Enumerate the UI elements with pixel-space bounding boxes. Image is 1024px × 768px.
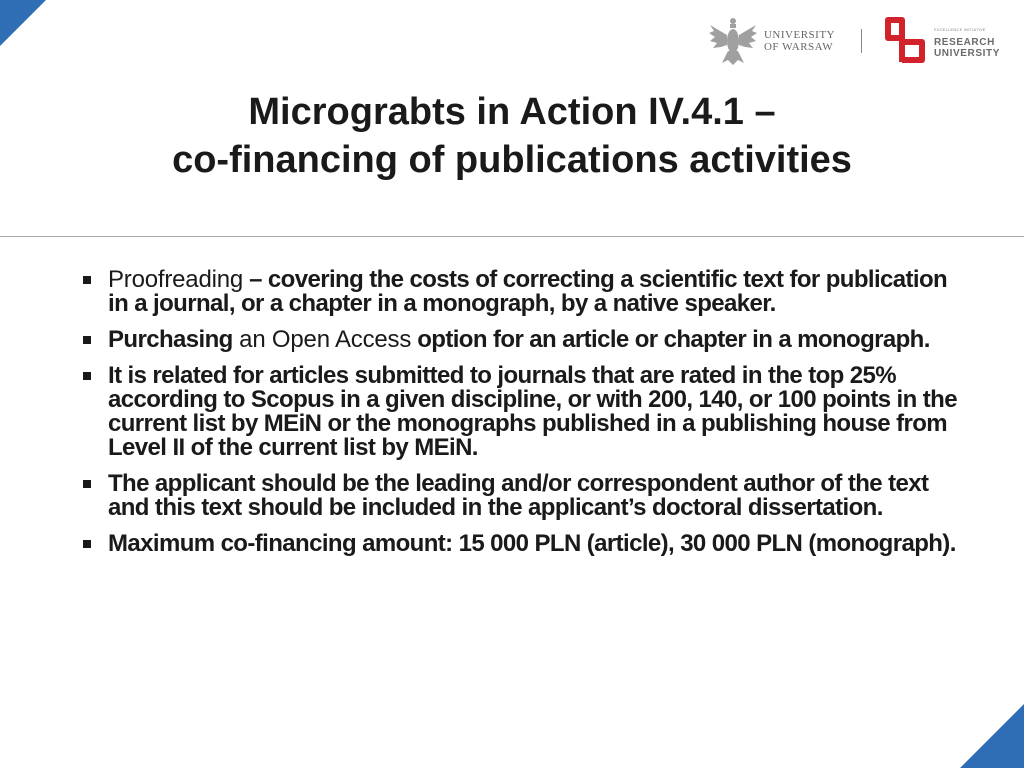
square-bullet-icon — [83, 480, 91, 488]
bullet-body-text: It is related for articles submitted to journals that are rated in the top 25% according to Scopus in a given discipline, or with 200, 140, or 100 points in the current list by MEiN or the monographs published in a publishing house from Level II of the current list by MEiN. — [108, 362, 957, 461]
iduw-symbol-icon — [884, 16, 928, 66]
corner-decoration-top-left — [0, 0, 46, 46]
university-name-line2: OF WARSAW — [763, 41, 834, 53]
bullet-lead-text: Purchasing — [108, 326, 233, 353]
bullet-mid-text: an Open Access — [232, 326, 412, 353]
square-bullet-icon — [83, 372, 91, 380]
bullet-body-text: – covering the costs of correcting a scientific text for publication in a journal, or a chapter in a monograph, by a native speaker. — [108, 266, 948, 317]
bullet-body-text: Maximum co-financing amount: 15 000 PLN (article), 30 000 PLN (monograph). — [108, 530, 956, 557]
square-bullet-icon — [83, 276, 91, 284]
header-logos — [708, 10, 1000, 72]
title-line-1: Micrograbts in Action IV.4.1 – — [248, 91, 776, 133]
bullet-item-applicant — [80, 472, 960, 520]
university-name-line1: UNIVERSITY — [763, 29, 835, 41]
bullet-body-text: option for an article or chapter in a monograph. — [411, 326, 930, 353]
university-of-warsaw-logo — [708, 15, 835, 67]
university-name — [764, 29, 835, 53]
excellence-initiative-label: EXCELLENCE INITIATIVE — [933, 26, 986, 32]
square-bullet-icon — [83, 336, 91, 344]
title-line-2: co-financing of publications activities — [172, 139, 852, 181]
eagle-emblem-icon — [708, 15, 758, 67]
page-title — [0, 88, 1024, 184]
bullet-list — [80, 268, 960, 568]
research-university-text — [934, 24, 1000, 59]
corner-decoration-bottom-right — [960, 704, 1024, 768]
title-divider — [0, 236, 1024, 237]
bullet-lead-text: Proofreading — [108, 266, 244, 293]
bullet-item-open-access — [80, 328, 960, 352]
university-label: UNIVERSITY — [933, 47, 1000, 59]
bullet-body-text: The applicant should be the leading and/or correspondent author of the text and this text should be included in the applicant’s doctoral dissertation. — [108, 470, 929, 521]
research-label: RESEARCH — [933, 36, 995, 48]
bullet-item-proofreading — [80, 268, 960, 316]
bullet-item-eligibility — [80, 364, 960, 460]
square-bullet-icon — [83, 540, 91, 548]
bullet-item-max-amount — [80, 532, 960, 556]
research-university-logo — [884, 16, 1000, 66]
logo-separator — [861, 29, 862, 53]
